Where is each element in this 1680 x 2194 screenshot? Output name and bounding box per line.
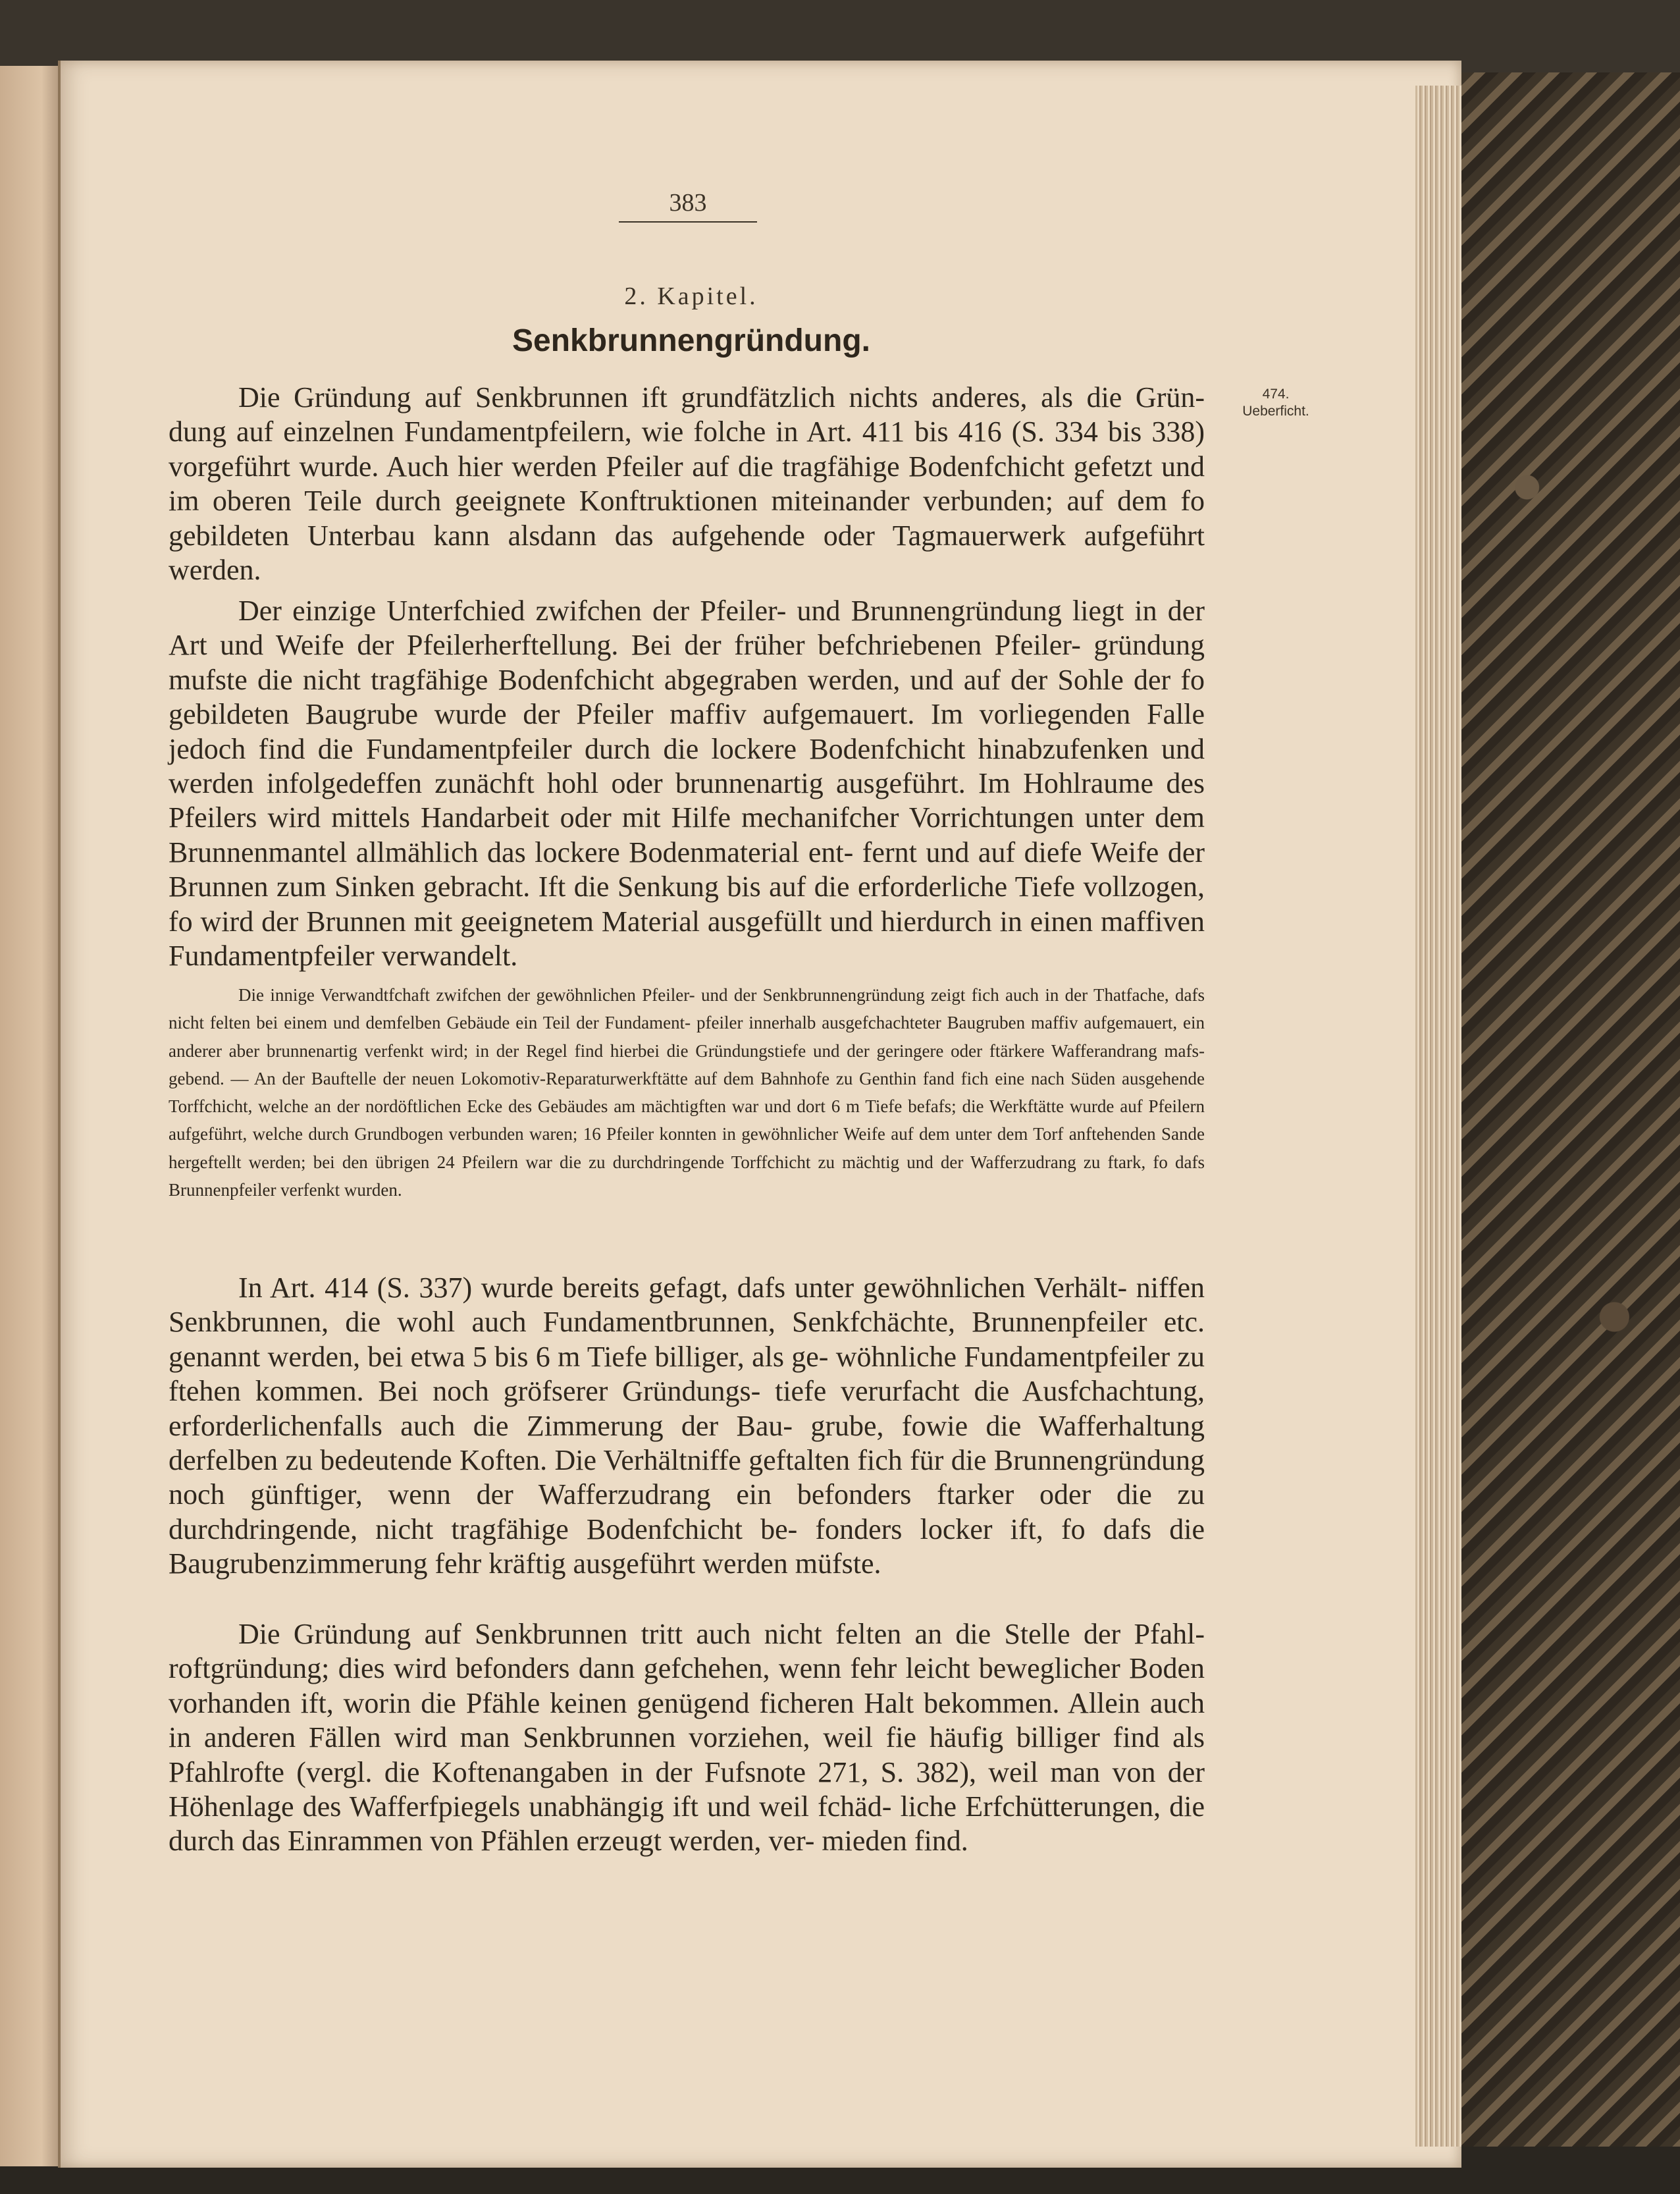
margin-note	[1230, 386, 1322, 420]
paragraph-3: In Art. 414 (S. 337) wurde bereits gefagt, dafs unter gewöhnlichen Verhält- niffen Senkbrunnen, die wohl auch Fundamentbrunnen, Senkfchächte, Brunnenpfeiler etc. genannt werden, bei etwa 5 bis 6 m Tiefe billiger, als ge- wöhnliche Fundamentpfeiler zu ftehen kommen. Bei noch gröfserer Gründungs- tiefe verurfacht die Ausfchachtung, erforderlichenfalls auch die Zimmerung der Bau- grube, fowie die Wafferhaltung derfelben zu bedeutende Koften. Die Verhältniffe geftalten fich für die Brunnengründung noch günftiger, wenn der Wafferzudrang ein befonders ftarker oder die zu durchdringende, nicht tragfähige Bodenfchicht be- fonders locker ift, fo dafs die Baugrubenzimmerung fehr kräftig ausgeführt werden müfste.	[169, 1271, 1205, 1580]
paragraph-2: Der einzige Unterfchied zwifchen der Pfeiler- und Brunnengründung liegt in der Art und Weife der Pfeilerherftellung. Bei der früher befchriebenen Pfeiler- gründung mufste die nicht tragfähige Bodenfchicht abgegraben werden, und auf der Sohle der fo gebildeten Baugrube wurde der Pfeiler maffiv aufgemauert. Im vorliegenden Falle jedoch find die Fundamentpfeiler durch die lockere Bodenfchicht hinabzufenken und werden infolgedeffen zunächft hohl oder brunnenartig ausgeführt. Im Hohlraume des Pfeilers wird mittels Handarbeit oder mit Hilfe mechanifcher Vorrichtungen unter dem Brunnenmantel allmählich das lockere Bodenmaterial ent- fernt und auf diefe Weife der Brunnen zum Sinken gebracht. Ift die Senkung bis auf die erforderliche Tiefe vollzogen, fo wird der Brunnen mit geeignetem Material ausgefüllt und hierdurch in einen maffiven Fundamentpfeiler verwandelt.	[169, 595, 1205, 973]
margin-note-label: Ueberficht.	[1242, 404, 1309, 419]
footnote-paragraph: Die innige Verwandtfchaft zwifchen der gewöhnlichen Pfeiler- und der Senkbrunnengründung zeigt fich auch in der Thatfache, dafs nicht felten bei einem und demfelben Gebäude ein Teil der Fundament- pfeiler innerhalb ausgefchachteter Baugruben maffiv aufgemauert, ein anderer aber brunnenartig verfenkt wird; in der Regel find hierbei die Gründungstiefe und der geringere oder ftärkere Wafferandrang mafs- gebend. — An der Bauftelle der neuen Lokomotiv-Reparaturwerkftätte auf dem Bahnhofe zu Genthin fand fich eine nach Süden ausgehende Torffchicht, welche an der nordöftlichen Ecke des Gebäudes am mächtigften war und dort 6 m Tiefe befafs; die Werkftätte wurde auf Pfeilern aufgeführt, welche durch Grundbogen verbunden waren; 16 Pfeiler konnten in gewöhnlicher Weife auf dem unter dem Torf anftehenden Sande hergeftellt werden; bei den übrigen 24 Pfeilern war die zu durchdringende Torffchicht zu mächtig und der Wafferzudrang zu ftark, fo dafs Brunnenpfeiler verfenkt wurden.	[169, 985, 1205, 1200]
paragraph-4: Die Gründung auf Senkbrunnen tritt auch nicht felten an die Stelle der Pfahl- roftgründung; dies wird befonders dann gefchehen, wenn fehr leicht beweglicher Boden vorhanden ift, worin die Pfähle keinen genügend ficheren Halt bekommen. Allein auch in anderen Fällen wird man Senkbrunnen vorziehen, weil fie häufig billiger find als Pfahlrofte (vergl. die Koftenangaben in der Fufsnote 271, S. 382), weil man von der Höhenlage des Wafferfpiegels unabhängig ift und weil fchäd- liche Erfchütterungen, die durch das Einrammen von Pfählen erzeugt werden, ver- mieden find.	[169, 1618, 1205, 1858]
page-number-rule	[619, 221, 757, 223]
section-heading: Senkbrunnengründung.	[512, 323, 870, 358]
margin-note-number: 474.	[1262, 387, 1290, 402]
page-number: 383	[669, 189, 707, 217]
paragraph-1: Die Gründung auf Senkbrunnen ift grundfätzlich nichts anderes, als die Grün- dung auf einzelnen Fundamentpfeilern, wie folche in Art. 411 bis 416 (S. 334 bis 338) vorgeführt wurde. Auch hier werden Pfeiler auf die tragfähige Bodenfchicht gefetzt und im oberen Teile durch geeignete Konftruktionen miteinander verbunden; auf dem fo gebildeten Unterbau kann alsdann das aufgehende oder Tagmauerwerk aufgeführt werden.	[169, 381, 1205, 587]
chapter-title: 2. Kapitel.	[624, 282, 758, 310]
